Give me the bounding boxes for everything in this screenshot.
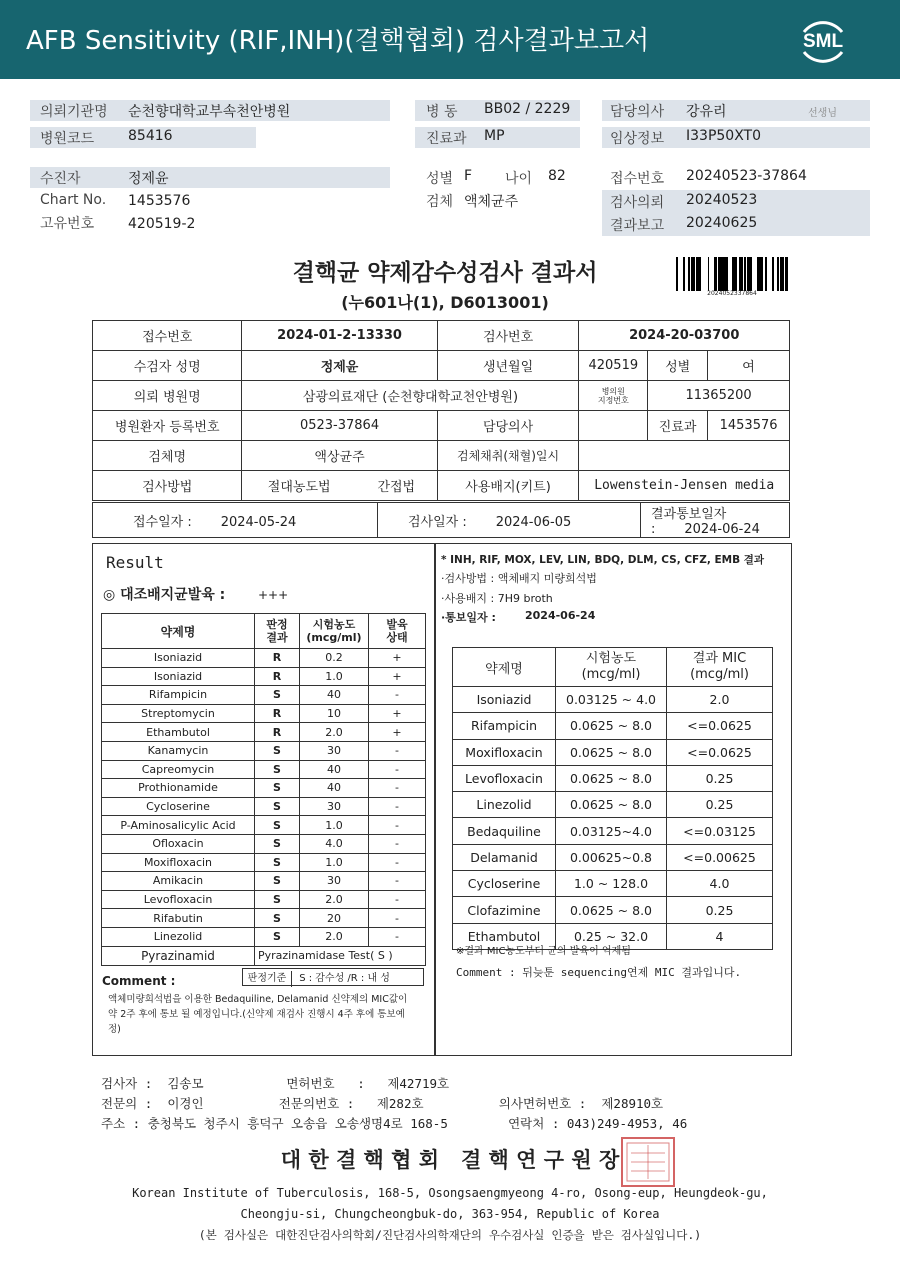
test-conc: 40	[300, 760, 369, 779]
mic-test-range: 0.0625 ~ 8.0	[556, 713, 667, 739]
form-value: 0523-37864	[242, 411, 437, 441]
drug-name: Ofloxacin	[102, 834, 255, 853]
col-header: 결과 MIC (mcg/ml)	[667, 648, 773, 687]
table-row	[453, 765, 773, 791]
growth: -	[369, 741, 426, 760]
chart-label: Chart No.	[40, 192, 107, 208]
form-label: 접수번호	[93, 321, 242, 351]
cert-note: (본 검사실은 대한진단검사의학회/진단검사의학재단의 우수검사실 인증을 받은 검사실입니다.)	[198, 1228, 702, 1242]
barcode-bar	[757, 257, 760, 291]
growth: +	[369, 667, 426, 686]
verdict: S	[255, 909, 300, 928]
uid: 420519-2	[128, 216, 196, 232]
col-header: 시험농도 (mcg/ml)	[300, 614, 369, 649]
growth: -	[369, 760, 426, 779]
barcode-bar	[691, 257, 692, 291]
growth: -	[369, 779, 426, 798]
barcode-bar	[739, 257, 740, 291]
table-row	[102, 741, 426, 760]
report-header	[0, 0, 900, 79]
logo-text: SML	[802, 31, 844, 52]
test-conc: 30	[300, 741, 369, 760]
barcode-bar	[765, 257, 767, 291]
mic-test-range: 1.0 ~ 128.0	[556, 871, 667, 897]
test-conc: 1.0	[300, 667, 369, 686]
barcode-bar	[688, 257, 690, 291]
table-row	[102, 649, 426, 668]
barcode-bar	[747, 257, 750, 291]
barcode-bar	[772, 257, 774, 291]
mic-result: <=0.03125	[667, 818, 773, 844]
barcode	[676, 257, 788, 291]
form-label: 지정번호	[597, 395, 629, 405]
table-row	[102, 686, 426, 705]
barcode-bar	[740, 257, 743, 291]
report-subtitle: (누601나(1), D6013001)	[341, 293, 549, 312]
verdict: S	[255, 834, 300, 853]
growth: -	[369, 686, 426, 705]
growth: -	[369, 816, 426, 835]
specimen-label: 검체	[426, 194, 454, 210]
patient-name: 정제윤	[128, 171, 169, 187]
barcode-bar	[787, 257, 788, 291]
col-header: 판정 결과	[255, 614, 300, 649]
mic-footnote: ※결과 MIC농도부터 균의 발육이 억제됨	[456, 946, 631, 957]
form-label: 검체명	[93, 441, 242, 471]
growth: +	[369, 704, 426, 723]
verdict: S	[255, 797, 300, 816]
form-value: 11365200	[648, 381, 790, 411]
barcode-bar	[781, 257, 782, 291]
test-conc: 30	[300, 797, 369, 816]
form-value: 1453576	[708, 411, 790, 441]
mic-test-range: 0.0625 ~ 8.0	[556, 739, 667, 765]
test-conc: 30	[300, 872, 369, 891]
barcode-bar	[698, 257, 701, 291]
form-value: 여	[708, 351, 790, 381]
test-conc: 2.0	[300, 927, 369, 946]
table-row	[453, 897, 773, 923]
growth: -	[369, 909, 426, 928]
growth: -	[369, 927, 426, 946]
drug-susceptibility-table	[101, 613, 426, 966]
result-heading: Result	[106, 553, 164, 572]
form-value	[579, 441, 790, 471]
recv-no: 20240523-37864	[686, 168, 807, 184]
mic-result: 0.25	[667, 792, 773, 818]
test-conc: 1.0	[300, 853, 369, 872]
drug-name: Amikacin	[102, 872, 255, 891]
verdict: S	[255, 927, 300, 946]
mic-drug-name: Clofazimine	[453, 897, 556, 923]
table-row	[453, 739, 773, 765]
drug-name: Capreomycin	[102, 760, 255, 779]
test-conc: 10	[300, 704, 369, 723]
table-row	[102, 834, 426, 853]
report-title: 결핵균 약제감수성검사 결과서	[292, 260, 598, 286]
mic-drug-name: Levofloxacin	[453, 765, 556, 791]
barcode-bar	[734, 257, 736, 291]
mic-result: 0.25	[667, 897, 773, 923]
table-row	[453, 871, 773, 897]
form-value: 삼광의료재단 (순천향대학교천안병원)	[242, 381, 579, 411]
mic-test-range: 0.0625 ~ 8.0	[556, 897, 667, 923]
growth: -	[369, 797, 426, 816]
table-row	[453, 792, 773, 818]
barcode-bar	[726, 257, 727, 291]
test-conc: 20	[300, 909, 369, 928]
form-value: Lowenstein-Jensen media	[579, 471, 790, 501]
test-conc: 1.0	[300, 816, 369, 835]
mic-test-range: 0.03125~4.0	[556, 818, 667, 844]
table-row	[453, 713, 773, 739]
barcode-bar	[727, 257, 728, 291]
dept-label: 진료과	[426, 131, 467, 147]
test-conc: 2.0	[300, 890, 369, 909]
report-date-label: 결과보고	[610, 218, 665, 234]
test-date-label: 검사일자 :	[408, 514, 467, 530]
mic-drug-name: Bedaquiline	[453, 818, 556, 844]
barcode-bar	[718, 257, 719, 291]
ward: BB02 / 2229	[484, 101, 571, 117]
mic-note-1: * INH, RIF, MOX, LEV, LIN, BDQ, DLM, CS, CFZ, EMB 결과	[441, 554, 765, 566]
verdict: S	[255, 890, 300, 909]
recv-label: 접수번호	[610, 171, 665, 187]
drug-name: Cycloserine	[102, 797, 255, 816]
col-header: 시험농도 (mcg/ml)	[556, 648, 667, 687]
form-label: 성별	[648, 351, 708, 381]
age-label: 나이	[505, 171, 533, 187]
verdict: R	[255, 649, 300, 668]
verdict: S	[255, 760, 300, 779]
mic-table	[452, 647, 773, 950]
barcode-bar	[725, 257, 726, 291]
mic-drug-name: Cycloserine	[453, 871, 556, 897]
form-label: 의뢰 병원명	[93, 381, 242, 411]
pza-result: Pyrazinamidase Test( S )	[255, 946, 426, 965]
table-row	[102, 890, 426, 909]
table-row	[453, 818, 773, 844]
official-seal-icon	[619, 1135, 677, 1189]
mic-drug-name: Moxifloxacin	[453, 739, 556, 765]
page-title: AFB Sensitivity (RIF,INH)(결핵협회) 검사결과보고서	[26, 26, 650, 56]
table-row	[102, 872, 426, 891]
barcode-bar	[782, 257, 784, 291]
recv-date-label: 접수일자 :	[133, 514, 192, 530]
table-row	[102, 853, 426, 872]
mic-result: <=0.0625	[667, 713, 773, 739]
mic-test-range: 0.00625~0.8	[556, 844, 667, 870]
test-date: 2024-06-05	[495, 514, 572, 530]
age: 82	[548, 168, 566, 184]
mic-result: <=0.00625	[667, 844, 773, 870]
form-label: 검사번호	[437, 321, 579, 351]
form-label: 생년월일	[437, 351, 579, 381]
criteria-value: S : 감수성 /R : 내 성	[299, 973, 390, 984]
test-conc: 40	[300, 779, 369, 798]
barcode-bar	[785, 257, 787, 291]
form-value: 절대농도법	[242, 471, 356, 501]
form-value: 2024-01-2-13330	[242, 321, 437, 351]
verdict: S	[255, 816, 300, 835]
form-label: 검체채취(채혈)일시	[437, 441, 579, 471]
comment-label: Comment :	[102, 974, 176, 988]
mic-note-4: 2024-06-24	[525, 609, 596, 622]
drug-name: Ethambutol	[102, 723, 255, 742]
req-org: 순천향대학교부속천안병원	[128, 104, 291, 120]
barcode-text: 2024052337864	[707, 290, 757, 297]
mic-note-2: ·검사방법 : 액체배지 미량희석법	[441, 572, 597, 585]
verdict: S	[255, 872, 300, 891]
clinical: I33P50XT0	[686, 128, 762, 144]
hosp-code-label: 병원코드	[40, 131, 95, 147]
form-value: 간접법	[356, 471, 437, 501]
drug-name: Prothionamide	[102, 779, 255, 798]
col-header: 발육 상태	[369, 614, 426, 649]
table-row	[453, 687, 773, 713]
form-value: 정제윤	[242, 351, 437, 381]
address-en-1: Korean Institute of Tuberculosis, 168-5, Osongsaengmyeong 4-ro, Osong-eup, Heungdeok-gu,	[132, 1186, 768, 1200]
form-label: 병의원	[601, 386, 625, 396]
mic-result: 2.0	[667, 687, 773, 713]
sex-label: 성별	[426, 171, 454, 187]
growth: -	[369, 853, 426, 872]
drug-name: P-Aminosalicylic Acid	[102, 816, 255, 835]
patient-label: 수진자	[40, 171, 81, 187]
form-label: 병원환자 등록번호	[93, 411, 242, 441]
barcode-bar	[750, 257, 752, 291]
report-date: 20240625	[686, 215, 758, 231]
form-value: 2024-20-03700	[579, 321, 790, 351]
footer-line-2: 전문의 : 이경인 전문의번호 : 제282호 의사면허번호 : 제28910호	[101, 1096, 664, 1111]
mic-drug-name: Ethambutol	[453, 923, 556, 949]
drug-name: Rifampicin	[102, 686, 255, 705]
growth: +	[369, 649, 426, 668]
table-row	[102, 797, 426, 816]
growth: -	[369, 834, 426, 853]
table-row	[102, 909, 426, 928]
req-date-label: 검사의뢰	[610, 195, 665, 211]
test-conc: 40	[300, 686, 369, 705]
table-row	[102, 760, 426, 779]
table-row	[102, 667, 426, 686]
barcode-bar	[722, 257, 725, 291]
growth-label: ◎ 대조배지균발육 :	[103, 587, 226, 603]
doctor: 강유리	[686, 104, 727, 120]
footer-line-3: 주소 : 충청북도 청주시 흥덕구 오송읍 오송생명4로 168-5 연락처 : 043)249-4953, 46	[101, 1116, 688, 1131]
barcode-bar	[696, 257, 698, 291]
drug-name: Streptomycin	[102, 704, 255, 723]
drug-name: Isoniazid	[102, 649, 255, 668]
table-row	[102, 816, 426, 835]
barcode-bar	[676, 257, 678, 291]
table-row	[453, 844, 773, 870]
verdict: S	[255, 779, 300, 798]
notify-date-label: 결과통보일자 :	[651, 507, 727, 537]
pza-name: Pyrazinamid	[102, 946, 255, 965]
req-date: 20240523	[686, 192, 758, 208]
verdict: R	[255, 704, 300, 723]
barcode-bar	[780, 257, 781, 291]
verdict: S	[255, 741, 300, 760]
growth: -	[369, 890, 426, 909]
col-header: 약제명	[102, 614, 255, 649]
criteria-label: 판정기준	[243, 971, 292, 987]
mic-note-3: ·사용배지 : 7H9 broth	[441, 592, 553, 605]
footer-line-1: 검사자 : 김송모 면허번호 : 제42719호	[101, 1076, 450, 1091]
form-label: 수검자 성명	[93, 351, 242, 381]
barcode-bar	[736, 257, 737, 291]
req-org-label: 의뢰기관명	[40, 104, 108, 120]
drug-name: Linezolid	[102, 927, 255, 946]
barcode-bar	[777, 257, 779, 291]
form-value: 액상균주	[242, 441, 437, 471]
barcode-bar	[744, 257, 746, 291]
table-row	[102, 704, 426, 723]
chart-no: 1453576	[128, 193, 191, 209]
mic-result: 4	[667, 923, 773, 949]
doctor-label: 담당의사	[610, 104, 665, 120]
barcode-bar	[683, 257, 685, 291]
mic-test-range: 0.0625 ~ 8.0	[556, 765, 667, 791]
org-name: 대 한 결 핵 협 회 결 핵 연 구 원 장	[280, 1148, 620, 1172]
uid-label: 고유번호	[40, 216, 95, 232]
date-row-table	[92, 502, 790, 538]
hosp-code: 85416	[128, 128, 173, 144]
request-form-table	[92, 320, 790, 501]
dept: MP	[484, 128, 505, 144]
recv-date: 2024-05-24	[220, 514, 297, 530]
clinical-label: 임상정보	[610, 131, 665, 147]
barcode-bar	[708, 257, 709, 291]
notify-date: 2024-06-24	[684, 522, 760, 537]
doctor-suffix: 선생님	[808, 108, 837, 119]
drug-name: Isoniazid	[102, 667, 255, 686]
growth: +	[369, 723, 426, 742]
mic-drug-name: Delamanid	[453, 844, 556, 870]
specimen: 액체균주	[464, 194, 519, 210]
address-en-2: Cheongju-si, Chungcheongbuk-do, 363-954, Republic of Korea	[240, 1207, 660, 1221]
growth-value: +++	[258, 588, 289, 602]
table-row	[102, 927, 426, 946]
mic-drug-name: Isoniazid	[453, 687, 556, 713]
form-label: 진료과	[648, 411, 708, 441]
mic-drug-name: Rifampicin	[453, 713, 556, 739]
form-label: 담당의사	[437, 411, 579, 441]
result-comment: 액체미량희석법을 이용한 Bedaquiline, Delamanid 신약제의 MIC값이 약 2주 후에 통보 될 예정입니다.(신약제 재검사 진행시 4주 후에 통보예정)	[108, 994, 408, 1035]
mic-test-range: 0.0625 ~ 8.0	[556, 792, 667, 818]
drug-name: Kanamycin	[102, 741, 255, 760]
mic-drug-name: Linezolid	[453, 792, 556, 818]
form-value	[579, 411, 648, 441]
barcode-bar	[692, 257, 693, 291]
mic-note-4-label: ·통보일자 :	[441, 611, 496, 624]
form-value: 420519	[579, 351, 648, 381]
barcode-bar	[693, 257, 695, 291]
drug-name: Moxifloxacin	[102, 853, 255, 872]
drug-name: Levofloxacin	[102, 890, 255, 909]
sex: F	[464, 168, 473, 184]
barcode-bar	[719, 257, 722, 291]
form-label: 검사방법	[93, 471, 242, 501]
table-row	[102, 723, 426, 742]
verdict: S	[255, 686, 300, 705]
mic-test-range: 0.03125 ~ 4.0	[556, 687, 667, 713]
test-conc: 4.0	[300, 834, 369, 853]
col-header: 약제명	[453, 648, 556, 687]
table-row	[102, 779, 426, 798]
verdict: R	[255, 667, 300, 686]
mic-result: 0.25	[667, 765, 773, 791]
mic-comment: Comment : 뒤늦툰 sequencing연제 MIC 결과입니다.	[456, 966, 742, 979]
barcode-bar	[760, 257, 763, 291]
verdict: S	[255, 853, 300, 872]
mic-result: <=0.0625	[667, 739, 773, 765]
form-label: 사용배지(키트)	[437, 471, 579, 501]
drug-name: Rifabutin	[102, 909, 255, 928]
barcode-bar	[732, 257, 734, 291]
test-conc: 0.2	[300, 649, 369, 668]
sml-logo	[794, 12, 852, 70]
ward-label: 병 동	[426, 104, 458, 120]
verdict: R	[255, 723, 300, 742]
mic-test-range: 0.25 ~ 32.0	[556, 923, 667, 949]
mic-result: 4.0	[667, 871, 773, 897]
test-conc: 2.0	[300, 723, 369, 742]
barcode-bar	[714, 257, 717, 291]
growth: -	[369, 872, 426, 891]
